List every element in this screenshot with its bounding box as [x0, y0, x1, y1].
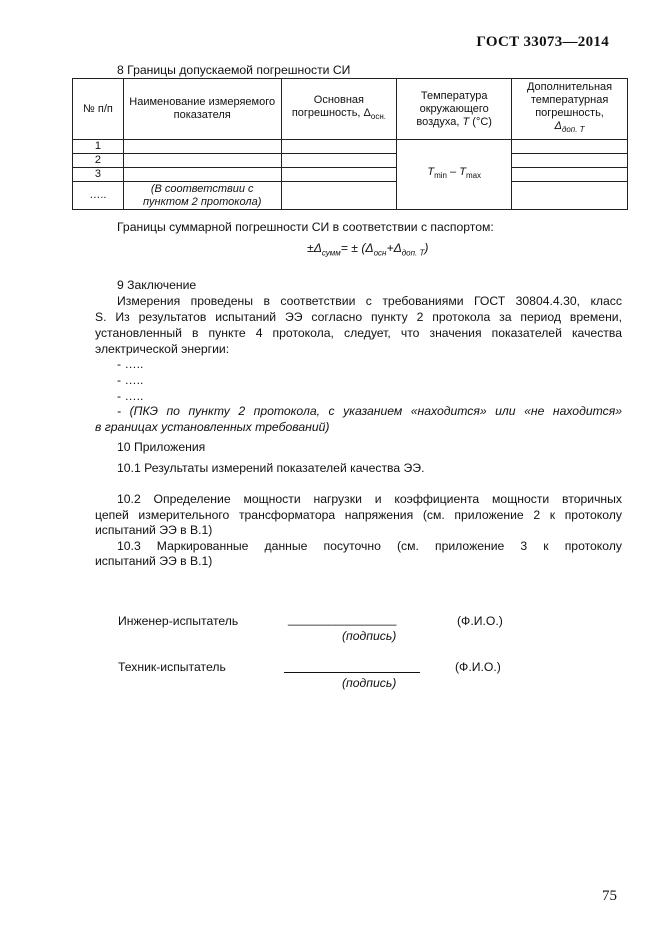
technician-signature-line — [284, 672, 420, 673]
document-header: ГОСТ 33073—2014 — [476, 34, 609, 50]
table-cell — [123, 154, 281, 168]
table-row — [73, 140, 628, 154]
row-number: 2 — [73, 154, 124, 168]
table-cell — [512, 140, 628, 154]
col-header-temperature: Температура окружающего воздуха, T (°С) — [397, 79, 512, 140]
technician-fio: (Ф.И.О.) — [455, 660, 501, 674]
table-row — [73, 154, 628, 168]
page-number: 75 — [602, 888, 617, 904]
table-cell — [281, 154, 397, 168]
total-error-formula: $\pm\Delta_{сумм}= \pm (\Delta_{осн}+\Delta_{доп. Т})$ — [307, 241, 429, 258]
technician-role: Техник-испытатель — [118, 660, 226, 674]
section-10-2: 10.2 Определение мощности нагрузки и коэффициента мощности вторичных — [117, 492, 622, 506]
conclusion-line: установленный в пункте 4 протокола, следует, что значения показателей качества — [95, 326, 622, 340]
pke-note: в границах установленных требований) — [95, 420, 330, 434]
row-number: 3 — [73, 168, 124, 182]
col-header-additional-error: Дополнительная температурная погрешность, $\Delta_{доп. T}$ — [512, 79, 628, 140]
section-10-title: 10 Приложения — [117, 440, 206, 454]
total-error-text: Границы суммарной погрешности СИ в соответствии с паспортом: — [117, 220, 494, 234]
engineer-role: Инженер-испытатель — [118, 614, 239, 628]
pke-note: - (ПКЭ по пункту 2 протокола, с указанием «находится» или «не находится» — [117, 404, 622, 418]
list-item: - ….. — [117, 389, 144, 403]
section-10-2: цепей измерительного трансформатора напряжения (см. приложение 2 к протоколу — [95, 508, 622, 522]
table-cell — [512, 154, 628, 168]
section-10-2: испытаний ЭЭ в В.1) — [95, 523, 213, 537]
col-header-num: № п/п — [73, 79, 124, 140]
conclusion-line: S. Из результатов испытаний ЭЭ согласно пункту 2 протокола за период времени, — [95, 310, 622, 324]
temperature-range-cell: $T_{min} - T_{max}$ — [397, 140, 512, 210]
table-note-cell: (В соответствии с пунктом 2 протокола) — [123, 182, 281, 210]
col-header-name: Наименование измеряемого показателя — [123, 79, 281, 140]
row-number: 1 — [73, 140, 124, 154]
table-cell — [512, 168, 628, 182]
engineer-signature-caption: (подпись) — [342, 629, 397, 643]
section-8-title: 8 Границы допускаемой погрешности СИ — [117, 63, 351, 77]
table-cell — [281, 168, 397, 182]
section-10-1: 10.1 Результаты измерений показателей качества ЭЭ. — [117, 461, 425, 475]
section-9-title: 9 Заключение — [117, 278, 197, 292]
table-cell — [123, 140, 281, 154]
table-cell — [123, 168, 281, 182]
row-number: ….. — [73, 182, 124, 210]
conclusion-line: электрической энергии: — [95, 342, 230, 356]
list-item: - ….. — [117, 357, 144, 371]
section-10-3: испытаний ЭЭ в В.1) — [95, 554, 213, 568]
engineer-fio: (Ф.И.О.) — [457, 614, 503, 628]
engineer-signature-line: ________________ — [288, 612, 397, 626]
error-limits-table — [72, 78, 628, 210]
table-row — [73, 168, 628, 182]
table-cell — [281, 182, 397, 210]
col-header-basic-error: Основная погрешность, $\Delta_{осн.}$ — [281, 79, 397, 140]
table-cell — [512, 182, 628, 210]
list-item: - ….. — [117, 373, 144, 387]
conclusion-line: Измерения проведены в соответствии с требованиями ГОСТ 30804.4.30, класс — [117, 294, 622, 308]
table-cell — [281, 140, 397, 154]
table-header-row — [73, 79, 628, 140]
technician-signature-caption: (подпись) — [342, 676, 397, 690]
table-row — [73, 182, 628, 210]
section-10-3: 10.3 Маркированные данные посуточно (см. приложение 3 к протоколу — [117, 539, 622, 553]
